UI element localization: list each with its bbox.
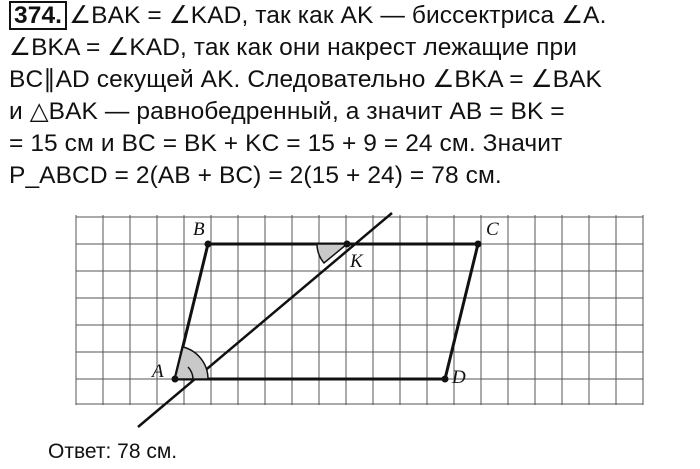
point-d bbox=[442, 376, 449, 383]
label-a: A bbox=[152, 361, 164, 382]
problem-number: 374. bbox=[9, 1, 67, 30]
point-c bbox=[475, 241, 482, 248]
solution-line-1 bbox=[9, 0, 689, 32]
solution-line-2: ∠BKA = ∠KAD, так как они накрест лежащие при bbox=[9, 34, 577, 61]
solution-line-1-text: ∠BAK = ∠KAD, так как AK — биссектриса ∠A. bbox=[69, 2, 607, 29]
side-cd bbox=[445, 244, 478, 379]
point-b bbox=[205, 241, 212, 248]
label-b: B bbox=[193, 219, 205, 240]
parallelogram-figure bbox=[40, 205, 690, 435]
solution-line-3: BC∥AD секущей AK. Следовательно ∠BKA = ∠BAK bbox=[9, 66, 602, 93]
label-c: C bbox=[486, 219, 499, 240]
solution-line-4: и △BAK — равнобедренный, а значит AB = BK = bbox=[9, 98, 565, 125]
angle-marks bbox=[175, 244, 347, 379]
point-k bbox=[344, 241, 351, 248]
point-a bbox=[172, 376, 179, 383]
answer-text: Ответ: 78 см. bbox=[48, 440, 178, 463]
label-k: K bbox=[350, 251, 363, 272]
solution-line-5: = 15 см и BC = BK + KC = 15 + 9 = 24 см. Значит bbox=[9, 130, 563, 157]
solution-line-6: P_ABCD = 2(AB + BC) = 2(15 + 24) = 78 см. bbox=[9, 162, 502, 189]
solution-text bbox=[9, 0, 689, 192]
label-d: D bbox=[452, 367, 466, 388]
